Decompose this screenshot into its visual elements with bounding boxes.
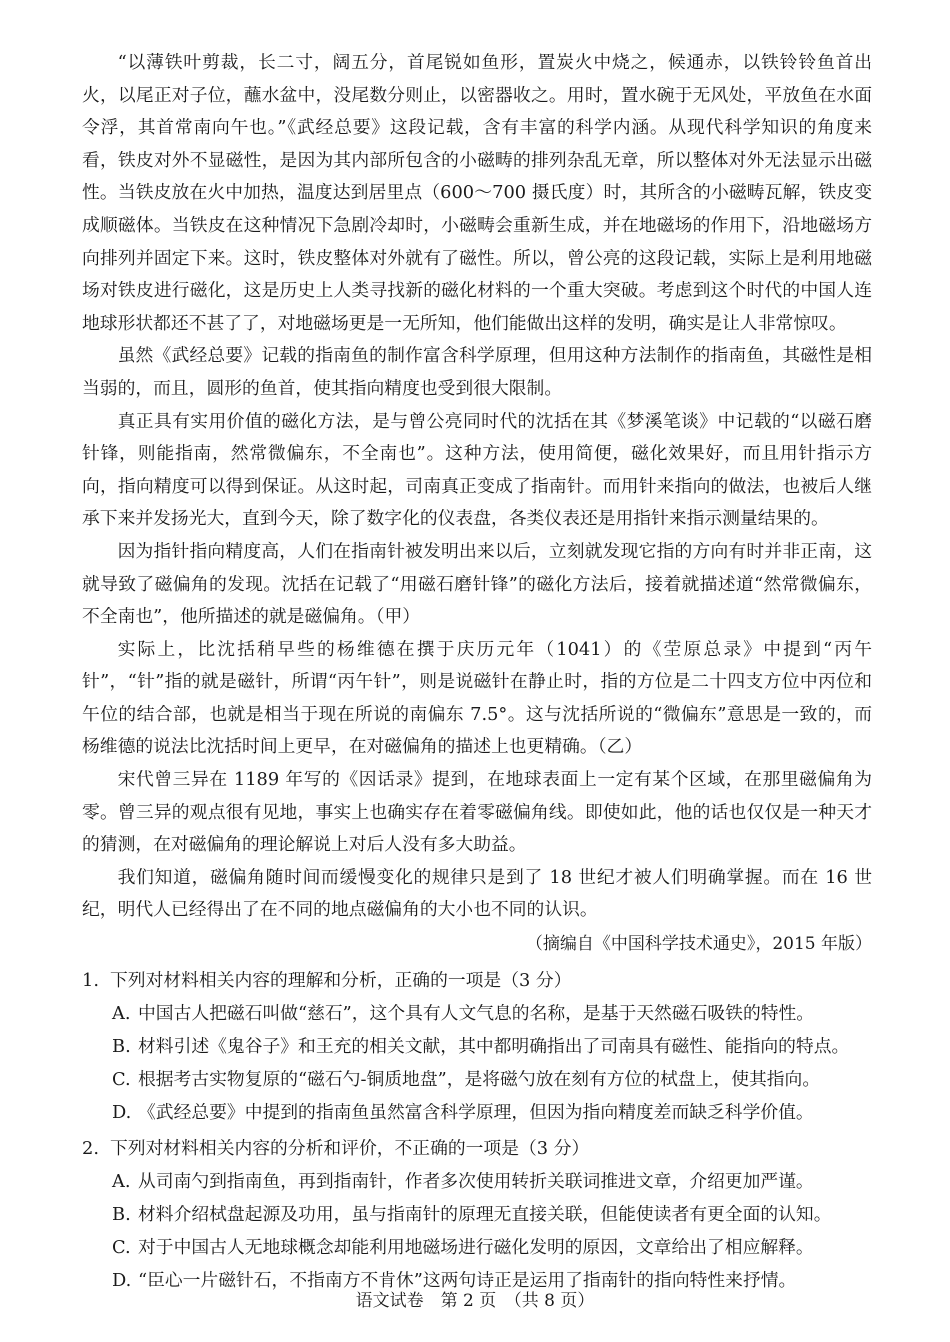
page-footer: 语文试卷 第 2 页 （共 8 页） [355,1291,595,1311]
option-label: C. [112,1237,131,1259]
option-list [82,1165,872,1297]
option-text: “臣心一片磁针石，不指南方不肯休”这两句诗正是运用了指南针的指向特性来抒情。 [138,1270,797,1292]
question-stem [82,1132,872,1165]
question-number: 1. [82,970,99,992]
option-a [82,1165,872,1198]
option-label: C. [112,1069,131,1091]
question-2 [82,1132,872,1297]
option-label: A. [112,1171,131,1193]
question-text: 下列对材料相关内容的分析和评价，不正确的一项是（3 分） [110,1138,590,1160]
option-b [82,1198,872,1231]
option-c [82,1231,872,1264]
option-c [82,1063,872,1096]
article-paragraph: 我们知道，磁偏角随时间而缓慢变化的规律只是到了 18 世纪才被人们明确掌握。而在 16 世纪，明代人已经得出了在不同的地点磁偏角的大小也不同的认识。 [82,866,872,921]
option-text: 《武经总要》中提到的指南鱼虽然富含科学原理，但因为指向精度差而缺乏科学价值。 [138,1102,814,1124]
option-list [82,997,872,1129]
option-label: A. [112,1003,131,1025]
option-d [82,1096,872,1129]
question-1 [82,964,872,1129]
option-label: B. [112,1204,131,1226]
option-text: 材料介绍栻盘起源及功用，虽与指南针的原理无直接关联，但能使读者有更全面的认知。 [138,1204,832,1226]
question-text: 下列对材料相关内容的理解和分析，正确的一项是（3 分） [110,970,572,992]
article-paragraph: 虽然《武经总要》记载的指南鱼的制作富含科学原理，但用这种方法制作的指南鱼，其磁性是相当弱的，而且，圆形的鱼首，使其指向精度也受到很大限制。 [82,345,872,399]
article-paragraph: 真正具有实用价值的磁化方法，是与曾公亮同时代的沈括在其《梦溪笔谈》中记载的“以磁石磨针锋，则能指南，然常微偏东，不全南也”。这种方法，使用简便，磁化效果好，而且用针指示方向，指向精度可以得到保证。从这时起，司南真正变成了指南针。而用针来指向的做法，也被后人继承下来并发扬光大，直到今天，除了数字化的仪表盘，各类仪表还是用指针来指示测量结果的。 [82,410,872,530]
question-stem [82,964,872,997]
article-paragraph: “以薄铁叶剪裁，长二寸，阔五分，首尾锐如鱼形，置炭火中烧之，候通赤，以铁铃铃鱼首出火，以尾正对子位，蘸水盆中，没尾数分则止，以密器收之。用时，置水碗于无风处，平放鱼在水面令浮，其首常南向午也。”《武经总要》这段记载，含有丰富的科学内涵。从现代科学知识的角度来看，铁皮对外不显磁性，是因为其内部所包含的小磁畴的排列杂乱无章，所以整体对外无法显示出磁性。当铁皮放在火中加热，温度达到居里点（600～700 摄氏度）时，其所含的小磁畴瓦解，铁皮变成顺磁体。当铁皮在这种情况下急剧冷却时，小磁畴会重新生成，并在地磁场的作用下，沿地磁场方向排列并固定下来。这时，铁皮整体对外就有了磁性。所以，曾公亮的这段记载，实际上是利用地磁场对铁皮进行磁化，这是历史上人类寻找新的磁化材料的一个重大突破。考虑到这个时代的中国人连地球形状都还不甚了了，对地磁场更是一无所知，他们能做出这样的发明，确实是让人非常惊叹。 [82,52,872,334]
option-text: 从司南勺到指南鱼，再到指南针，作者多次使用转折关联词推进文章，介绍更加严谨。 [138,1171,814,1193]
option-a [82,997,872,1030]
article [82,47,872,961]
question-number: 2. [82,1138,99,1160]
article-paragraph: 宋代曾三异在 1189 年写的《因话录》提到，在地球表面上一定有某个区域，在那里磁偏角为零。曾三异的观点很有见地，事实上也确实存在着零磁偏角线。即使如此，他的话也仅仅是一种天才的猜测，在对磁偏角的理论解说上对后人没有多大助益。 [82,769,872,856]
option-label: D. [112,1270,132,1292]
option-text: 材料引述《鬼谷子》和王充的相关文献，其中都明确指出了司南具有磁性、能指向的特点。 [138,1036,850,1058]
option-b [82,1030,872,1063]
option-text: 对于中国古人无地球概念却能利用地磁场进行磁化发明的原因，文章给出了相应解释。 [138,1237,814,1259]
article-paragraph: 因为指针指向精度高，人们在指南针被发明出来以后，立刻就发现它指的方向有时并非正南，这就导致了磁偏角的发现。沈括在记载了“用磁石磨针锋”的磁化方法后，接着就描述道“然常微偏东，不全南也”，他所描述的就是磁偏角。（甲） [82,540,872,628]
option-text: 中国古人把磁石叫做“慈石”，这个具有人文气息的名称，是基于天然磁石吸铁的特性。 [138,1003,815,1025]
option-label: B. [112,1036,131,1058]
option-label: D. [112,1102,132,1124]
option-text: 根据考古实物复原的“磁石勺-铜质地盘”，是将磁勺放在刻有方位的栻盘上，使其指向。 [138,1069,821,1091]
article-paragraph: 实际上，比沈括稍早些的杨维德在撰于庆历元年（1041）的《茔原总录》中提到“丙午针”，“针”指的就是磁针，所谓“丙午针”，则是说磁针在静止时，指的方位是二十四支方位中丙位和午位的结合部，也就是相当于现在所说的南偏东 7.5°。这与沈括所说的“微偏东”意思是一致的，而杨维德的说法比沈括时间上更早，在对磁偏角的描述上也更精确。（乙） [82,638,872,758]
article-source: （摘编自《中国科学技术通史》，2015 年版） [525,934,872,955]
